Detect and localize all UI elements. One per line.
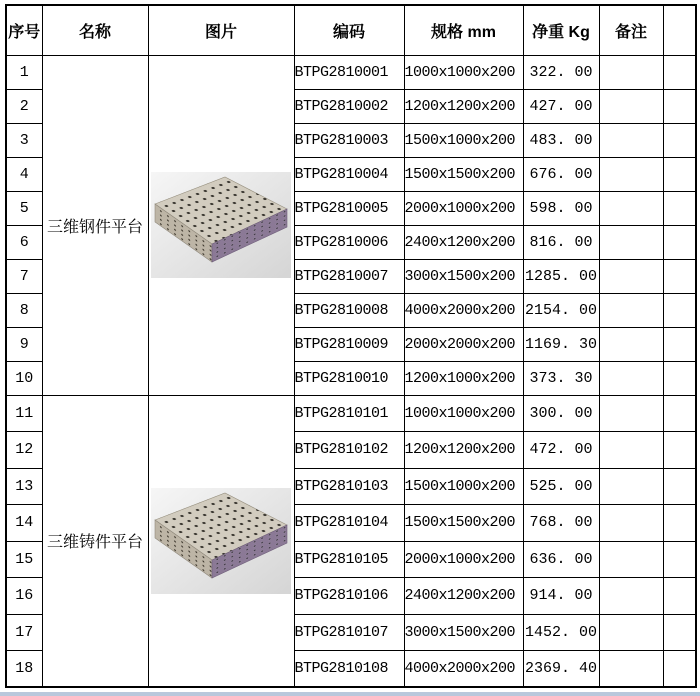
product-spec-table <box>5 4 697 688</box>
spec-cell: 3000x1500x200 <box>404 259 523 293</box>
extra-cell <box>663 157 696 191</box>
seq-cell: 16 <box>6 578 42 615</box>
seq-cell: 2 <box>6 89 42 123</box>
weight-cell: 914. 00 <box>523 578 599 615</box>
code-cell: BTPG2810001 <box>294 55 404 89</box>
steel-platform-image <box>151 172 291 278</box>
seq-cell: 4 <box>6 157 42 191</box>
seq-cell: 10 <box>6 361 42 395</box>
extra-cell <box>663 432 696 469</box>
seq-cell: 5 <box>6 191 42 225</box>
weight-cell: 816. 00 <box>523 225 599 259</box>
extra-cell <box>663 541 696 578</box>
seq-cell: 14 <box>6 505 42 542</box>
extra-cell <box>663 505 696 542</box>
weight-cell: 676. 00 <box>523 157 599 191</box>
spec-cell: 1200x1200x200 <box>404 89 523 123</box>
weight-cell: 1285. 00 <box>523 259 599 293</box>
spec-cell: 4000x2000x200 <box>404 293 523 327</box>
spec-cell: 2000x1000x200 <box>404 191 523 225</box>
remark-cell <box>599 123 663 157</box>
spec-cell: 4000x2000x200 <box>404 651 523 688</box>
weight-cell: 1452. 00 <box>523 614 599 651</box>
table-row <box>6 55 696 89</box>
remark-cell <box>599 225 663 259</box>
group-name-cell: 三维钢件平台 <box>42 55 148 395</box>
code-cell: BTPG2810008 <box>294 293 404 327</box>
code-cell: BTPG2810105 <box>294 541 404 578</box>
header-blank <box>663 5 696 55</box>
weight-cell: 373. 30 <box>523 361 599 395</box>
extra-cell <box>663 395 696 432</box>
header-row <box>6 5 696 55</box>
header-remark: 备注 <box>599 5 663 55</box>
weight-cell: 2154. 00 <box>523 293 599 327</box>
table-row <box>6 395 696 432</box>
spec-cell: 2000x2000x200 <box>404 327 523 361</box>
spec-cell: 1200x1200x200 <box>404 432 523 469</box>
weight-cell: 483. 00 <box>523 123 599 157</box>
code-cell: BTPG2810010 <box>294 361 404 395</box>
code-cell: BTPG2810107 <box>294 614 404 651</box>
weight-cell: 636. 00 <box>523 541 599 578</box>
weight-cell: 322. 00 <box>523 55 599 89</box>
weight-cell: 1169. 30 <box>523 327 599 361</box>
spec-cell: 2400x1200x200 <box>404 225 523 259</box>
spec-cell: 1500x1500x200 <box>404 505 523 542</box>
spec-cell: 1500x1000x200 <box>404 468 523 505</box>
product-image-cell <box>148 395 294 687</box>
extra-cell <box>663 225 696 259</box>
extra-cell <box>663 293 696 327</box>
header-name: 名称 <box>42 5 148 55</box>
remark-cell <box>599 468 663 505</box>
group-name-cell: 三维铸件平台 <box>42 395 148 687</box>
spec-cell: 1000x1000x200 <box>404 55 523 89</box>
remark-cell <box>599 157 663 191</box>
remark-cell <box>599 651 663 688</box>
code-cell: BTPG2810104 <box>294 505 404 542</box>
spec-cell: 1000x1000x200 <box>404 395 523 432</box>
weight-cell: 2369. 40 <box>523 651 599 688</box>
extra-cell <box>663 578 696 615</box>
code-cell: BTPG2810004 <box>294 157 404 191</box>
header-weight: 净重 Kg <box>523 5 599 55</box>
code-cell: BTPG2810003 <box>294 123 404 157</box>
seq-cell: 11 <box>6 395 42 432</box>
extra-cell <box>663 191 696 225</box>
seq-cell: 17 <box>6 614 42 651</box>
extra-cell <box>663 651 696 688</box>
remark-cell <box>599 191 663 225</box>
seq-cell: 3 <box>6 123 42 157</box>
extra-cell <box>663 55 696 89</box>
weight-cell: 768. 00 <box>523 505 599 542</box>
seq-cell: 12 <box>6 432 42 469</box>
extra-cell <box>663 468 696 505</box>
remark-cell <box>599 293 663 327</box>
code-cell: BTPG2810108 <box>294 651 404 688</box>
remark-cell <box>599 541 663 578</box>
seq-cell: 8 <box>6 293 42 327</box>
remark-cell <box>599 55 663 89</box>
spec-cell: 1200x1000x200 <box>404 361 523 395</box>
code-cell: BTPG2810101 <box>294 395 404 432</box>
code-cell: BTPG2810103 <box>294 468 404 505</box>
weight-cell: 472. 00 <box>523 432 599 469</box>
code-cell: BTPG2810007 <box>294 259 404 293</box>
product-image-cell <box>148 55 294 395</box>
seq-cell: 1 <box>6 55 42 89</box>
remark-cell <box>599 327 663 361</box>
spec-cell: 1500x1000x200 <box>404 123 523 157</box>
weight-cell: 427. 00 <box>523 89 599 123</box>
remark-cell <box>599 259 663 293</box>
extra-cell <box>663 123 696 157</box>
remark-cell <box>599 505 663 542</box>
weight-cell: 300. 00 <box>523 395 599 432</box>
seq-cell: 15 <box>6 541 42 578</box>
header-image: 图片 <box>148 5 294 55</box>
remark-cell <box>599 361 663 395</box>
code-cell: BTPG2810006 <box>294 225 404 259</box>
extra-cell <box>663 259 696 293</box>
bottom-edge-strip <box>0 692 700 696</box>
extra-cell <box>663 614 696 651</box>
extra-cell <box>663 361 696 395</box>
remark-cell <box>599 578 663 615</box>
weight-cell: 598. 00 <box>523 191 599 225</box>
spec-cell: 1500x1500x200 <box>404 157 523 191</box>
code-cell: BTPG2810102 <box>294 432 404 469</box>
spec-cell: 2000x1000x200 <box>404 541 523 578</box>
remark-cell <box>599 89 663 123</box>
code-cell: BTPG2810002 <box>294 89 404 123</box>
code-cell: BTPG2810009 <box>294 327 404 361</box>
casting-platform-image <box>151 488 291 594</box>
seq-cell: 9 <box>6 327 42 361</box>
header-spec: 规格 mm <box>404 5 523 55</box>
extra-cell <box>663 89 696 123</box>
code-cell: BTPG2810005 <box>294 191 404 225</box>
remark-cell <box>599 614 663 651</box>
header-code: 编码 <box>294 5 404 55</box>
remark-cell <box>599 432 663 469</box>
weight-cell: 525. 00 <box>523 468 599 505</box>
seq-cell: 6 <box>6 225 42 259</box>
seq-cell: 13 <box>6 468 42 505</box>
extra-cell <box>663 327 696 361</box>
spec-cell: 3000x1500x200 <box>404 614 523 651</box>
spec-cell: 2400x1200x200 <box>404 578 523 615</box>
seq-cell: 7 <box>6 259 42 293</box>
header-seq: 序号 <box>6 5 42 55</box>
code-cell: BTPG2810106 <box>294 578 404 615</box>
remark-cell <box>599 395 663 432</box>
seq-cell: 18 <box>6 651 42 688</box>
